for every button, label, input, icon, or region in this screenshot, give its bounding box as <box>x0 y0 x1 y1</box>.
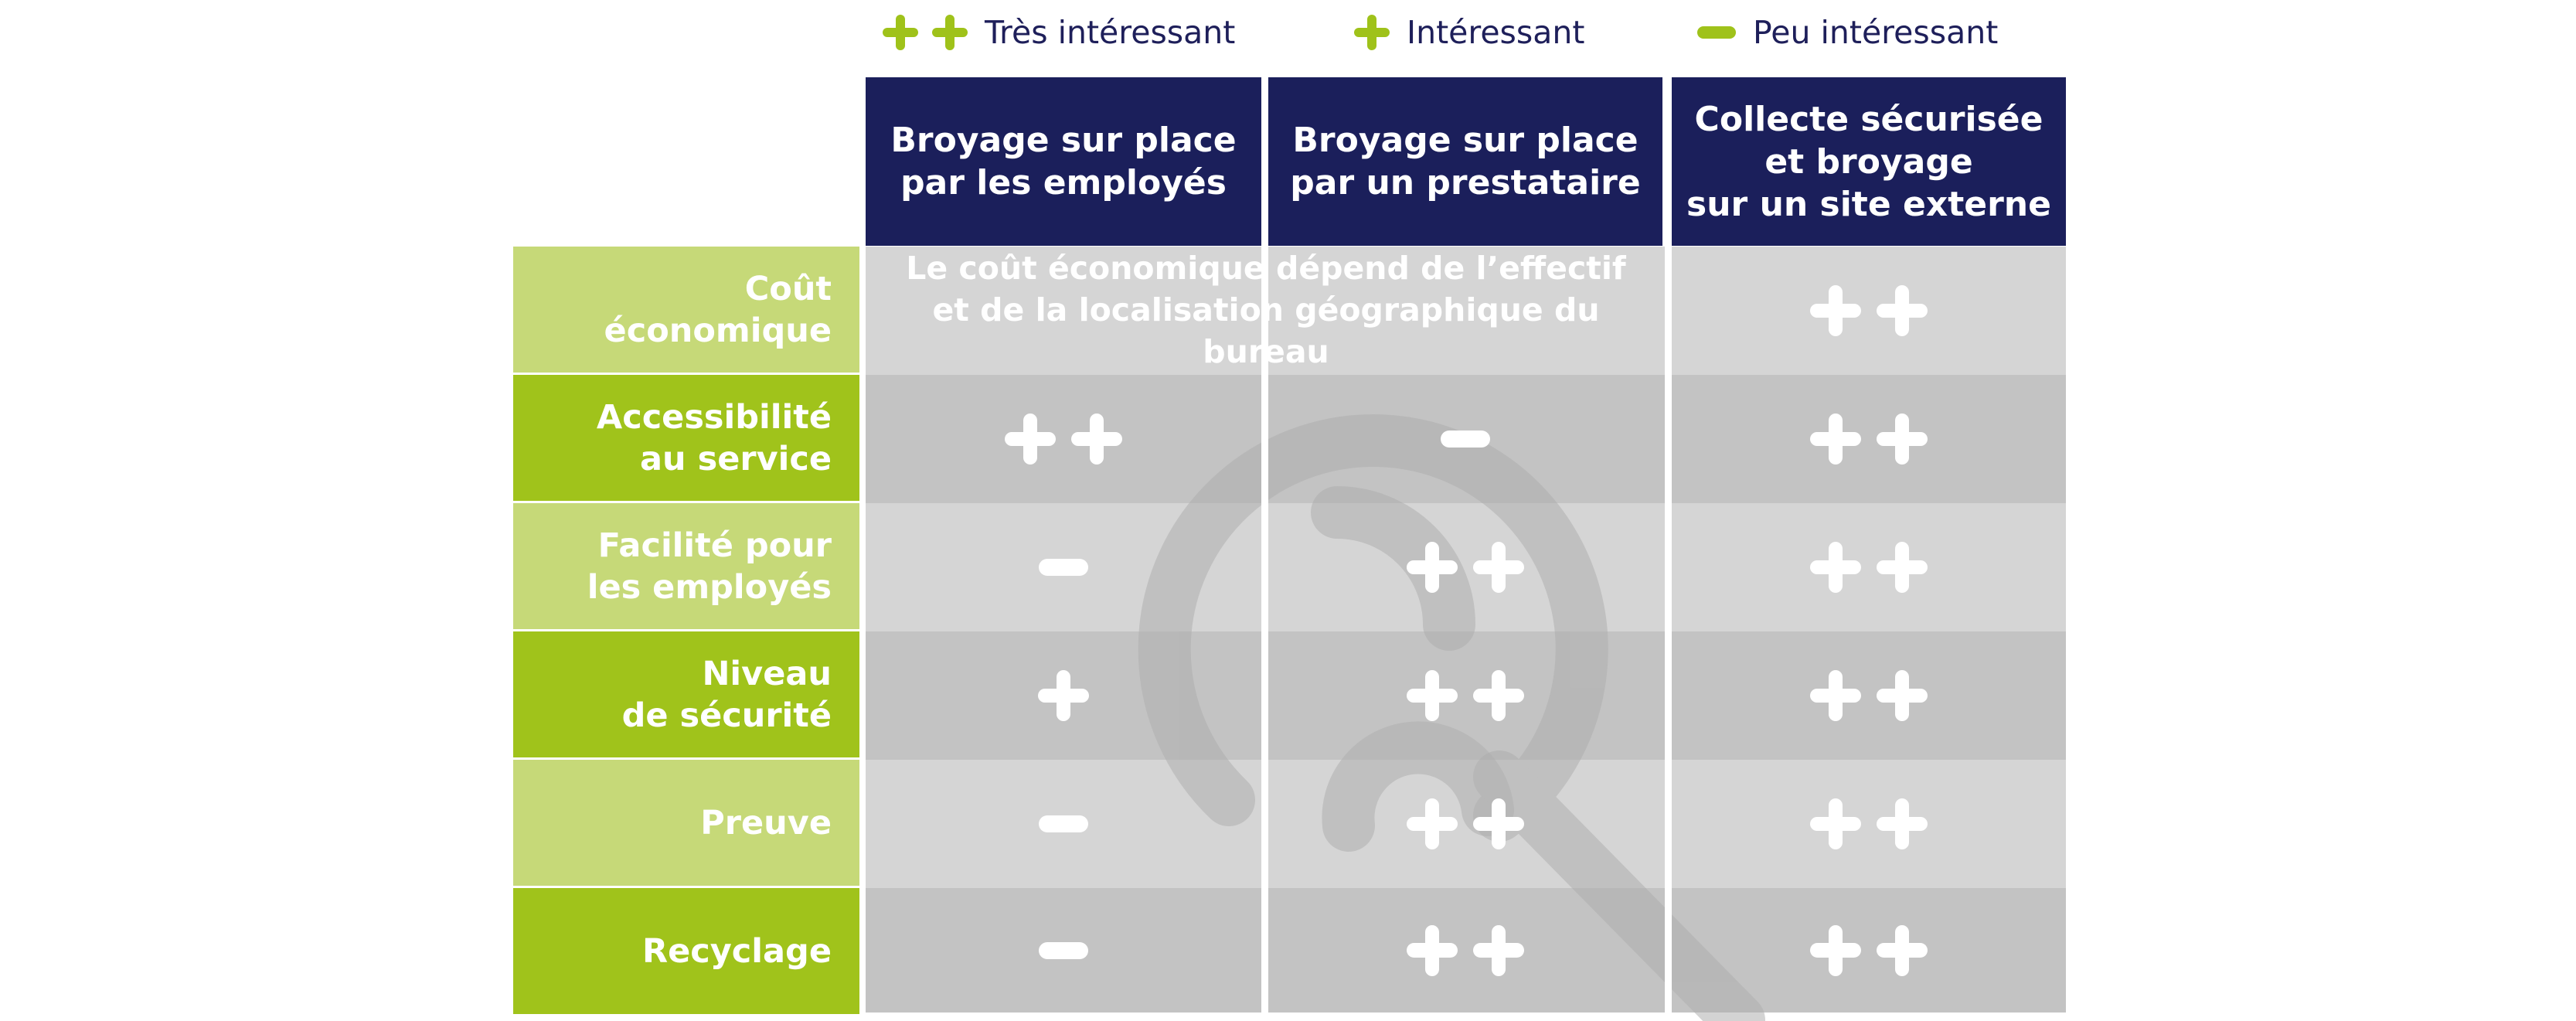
rating-cell <box>1268 631 1662 760</box>
column-divider <box>1261 77 1268 1012</box>
plus-icon <box>1407 542 1458 593</box>
rating-cell <box>1268 888 1662 1012</box>
rating-cell <box>1672 760 2066 888</box>
plus-icon <box>1071 414 1122 465</box>
minus-icon <box>1039 815 1088 832</box>
rating-cell <box>866 375 1261 503</box>
plus-icon <box>1473 542 1524 593</box>
column-header-label: Broyage sur place par un prestataire <box>1290 121 1641 202</box>
plus-icon <box>1810 925 1861 976</box>
rating-cell <box>1268 375 1662 503</box>
plus-icon <box>1877 925 1928 976</box>
rating-cell <box>866 760 1261 888</box>
minus-icon <box>1039 942 1088 959</box>
plus-icon <box>1407 925 1458 976</box>
plus-icon <box>1005 414 1056 465</box>
rating-cell <box>1268 760 1662 888</box>
minus-icon <box>1441 431 1490 448</box>
plus-icon <box>1407 798 1458 849</box>
cost-note-text: Le coût économique dépend de l’effectif et de la localisation géographique du bureau <box>906 249 1626 370</box>
row-header-label: Preuve <box>700 803 832 842</box>
plus-icon <box>1877 285 1928 336</box>
legend-label: Très intéressant <box>985 14 1236 51</box>
column-divider <box>1665 77 1672 1012</box>
rating-cell <box>1672 888 2066 1012</box>
column-header-label: Collecte sécurisée et broyage sur un site externe <box>1686 99 2051 224</box>
rating-cell <box>866 503 1261 631</box>
plus-icon <box>1473 925 1524 976</box>
rating-cell <box>866 888 1261 1012</box>
rating-cell <box>866 631 1261 760</box>
rating-cell <box>1672 631 2066 760</box>
legend-label: Intéressant <box>1407 14 1585 51</box>
row-header-label: Recyclage <box>642 931 832 971</box>
rating-cell <box>1268 503 1662 631</box>
plus-icon <box>1810 542 1861 593</box>
row-header-label: Facilité pour les employés <box>587 526 832 607</box>
rating-cell <box>1672 503 2066 631</box>
plus-icon <box>1038 670 1089 721</box>
plus-icon <box>1810 285 1861 336</box>
row-header-label: Coût économique <box>604 269 832 350</box>
plus-icon <box>1877 670 1928 721</box>
row-header-label: Niveau de sécurité <box>621 654 832 735</box>
plus-icon <box>1810 670 1861 721</box>
row-header-label: Accessibilité au service <box>596 397 832 478</box>
plus-icon <box>1407 670 1458 721</box>
legend-label: Peu intéressant <box>1753 14 1999 51</box>
plus-icon <box>1810 798 1861 849</box>
plus-icon <box>1877 414 1928 465</box>
plus-icon <box>1877 798 1928 849</box>
plus-icon <box>1473 798 1524 849</box>
rating-cell <box>1672 247 2066 375</box>
cost-note <box>866 247 1666 373</box>
minus-icon <box>1039 559 1088 576</box>
plus-icon <box>1473 670 1524 721</box>
rating-cell <box>1672 375 2066 503</box>
plus-icon <box>1810 414 1861 465</box>
column-header-label: Broyage sur place par les employés <box>890 121 1237 202</box>
plus-icon <box>1877 542 1928 593</box>
